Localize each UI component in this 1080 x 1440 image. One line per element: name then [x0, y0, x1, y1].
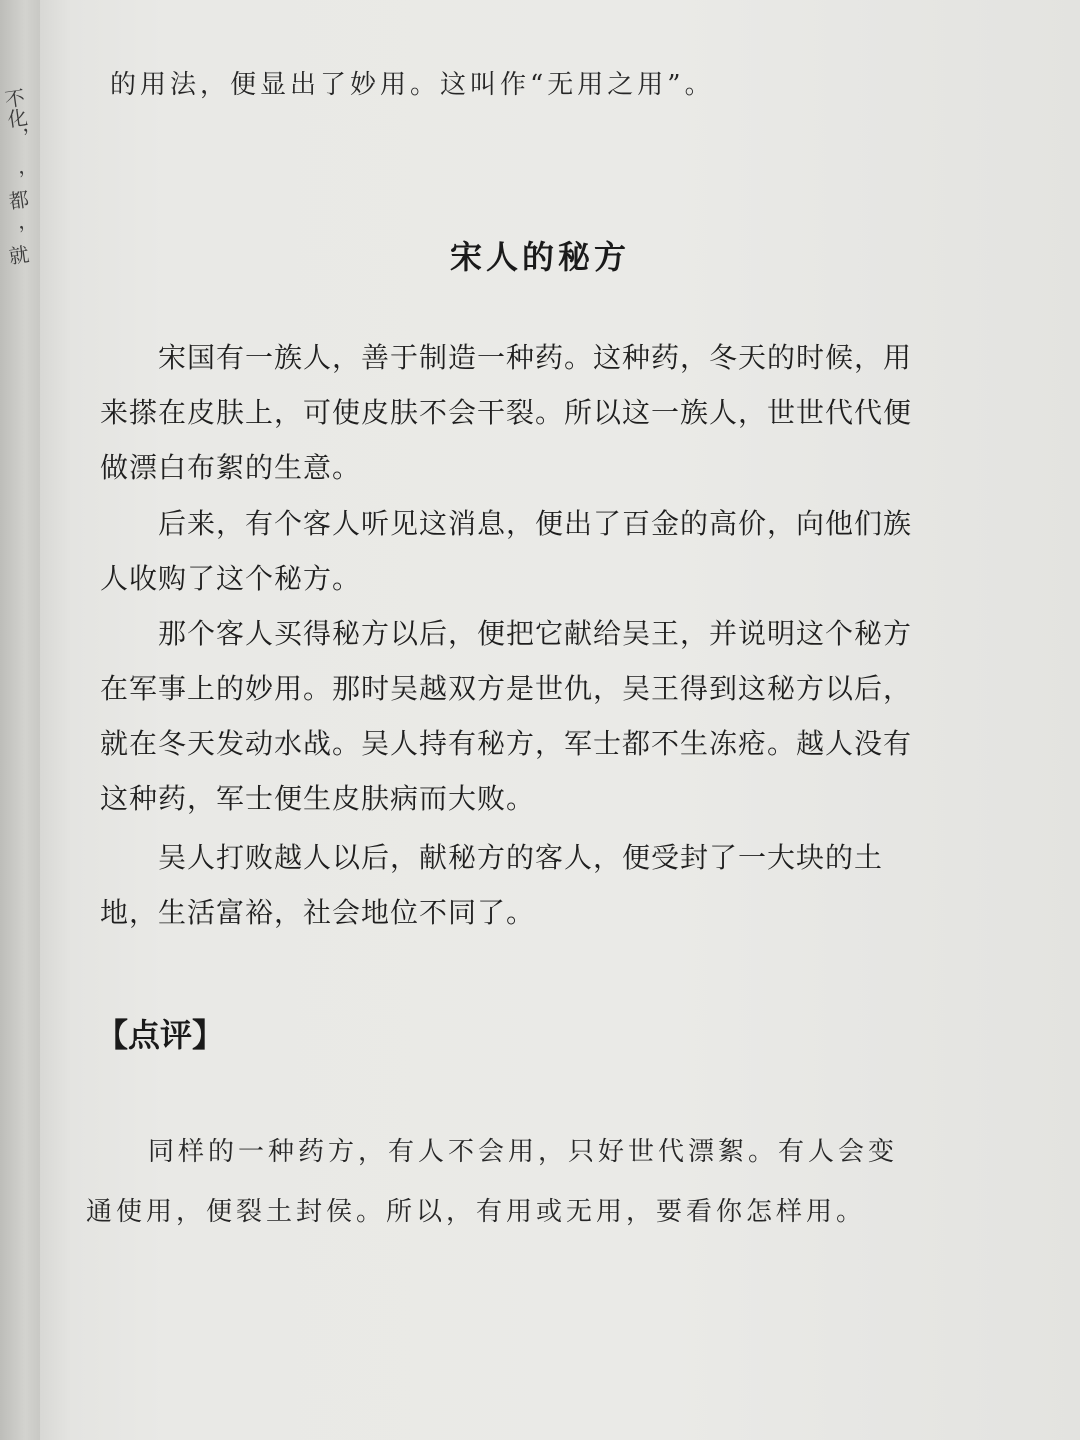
spine-text-fragment: 不化， — [0, 86, 33, 150]
spine-text-fragment: ，就 — [1, 223, 31, 267]
article-paragraph: 后来，有个客人听见这消息，便出了百金的高价，向他们族人收购了这个秘方。 — [100, 507, 913, 595]
article-title: 宋人的秘方 — [449, 238, 630, 276]
spine-text-fragment: ，都 — [1, 168, 31, 212]
commentary-heading: 【点评】 — [96, 1016, 225, 1054]
commentary-paragraph: 同样的一种药方，有人不会用，只好世代漂絮。有人会变通使用，便裂土封侯。所以，有用或无用，要看你怎样用。 — [86, 1137, 899, 1227]
article-paragraph: 吴人打败越人以后，献秘方的客人，便受封了一大块的土地，生活富裕，社会地位不同了。 — [100, 841, 884, 929]
previous-section-last-line: 的用法，便显出了妙用。这叫作“无用之用”。 — [110, 70, 715, 100]
article-paragraph: 宋国有一族人，善于制造一种药。这种药，冬天的时候，用来搽在皮肤上，可使皮肤不会干裂。所以这一族人，世世代代便做漂白布絮的生意。 — [100, 341, 913, 484]
article-paragraph: 那个客人买得秘方以后，便把它献给吴王，并说明这个秘方在军事上的妙用。那时吴越双方是世仇，吴王得到这秘方以后，就在冬天发动水战。吴人持有秘方，军士都不生冻疮。越人没有这种药，军士便生皮肤病而大败。 — [100, 617, 913, 815]
